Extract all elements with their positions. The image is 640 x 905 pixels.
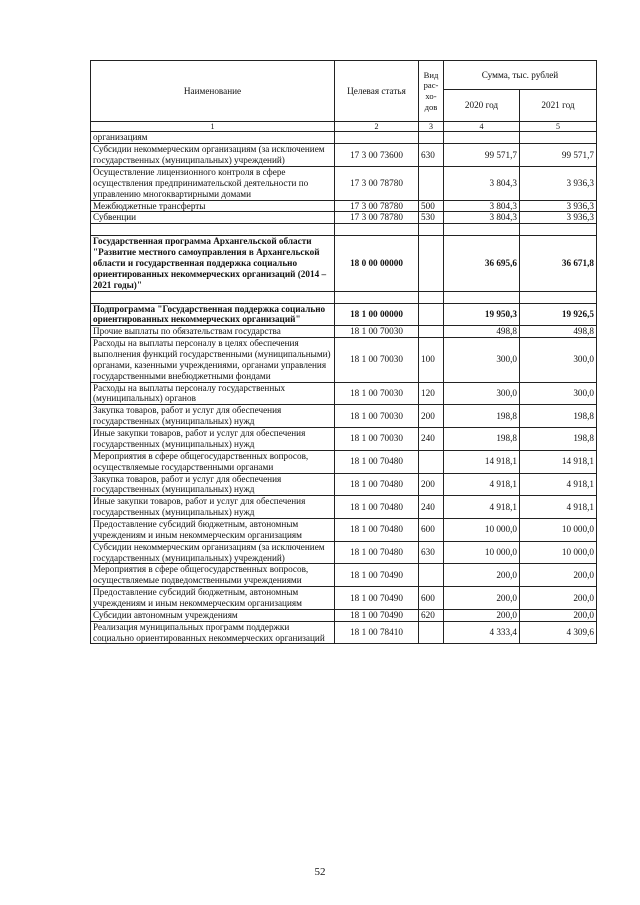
row-name: Прочие выплаты по обязательствам государства: [91, 326, 335, 338]
row-amount-2021: 200,0: [520, 587, 597, 610]
row-amount-2021: 200,0: [520, 564, 597, 587]
row-amount-2020: 498,8: [444, 326, 520, 338]
row-amount-2020: 99 571,7: [444, 144, 520, 167]
row-kind: [419, 167, 444, 201]
table-row: [91, 564, 597, 587]
row-amount-2020: 200,0: [444, 609, 520, 621]
row-code: 18 1 00 70030: [335, 428, 419, 451]
row-kind: 630: [419, 541, 444, 564]
row-code: 17 3 00 78780: [335, 167, 419, 201]
row-kind: 620: [419, 609, 444, 621]
row-amount-2021: 3 936,3: [520, 167, 597, 201]
row-name: Расходы на выплаты персоналу в целях обеспечения выполнения функций государственными (муниципальными) органами, казенными учреждениями, органами управления государственными внебюджетными фондами: [91, 338, 335, 382]
row-code: 18 1 00 70480: [335, 450, 419, 473]
row-amount-2021: 3 936,3: [520, 200, 597, 212]
row-name: Иные закупки товаров, работ и услуг для обеспечения государственных (муниципальных) нужд: [91, 496, 335, 519]
row-kind: 240: [419, 496, 444, 519]
table-row: [91, 450, 597, 473]
row-amount-2021: 4 918,1: [520, 473, 597, 496]
table-row: [91, 167, 597, 201]
row-name: организациям: [91, 132, 335, 144]
row-amount-2020: 200,0: [444, 564, 520, 587]
row-code: 18 1 00 70480: [335, 541, 419, 564]
row-name: Осуществление лицензионного контроля в сфере осуществления предпринимательской деятельности по управлению многоквартирными домами: [91, 167, 335, 201]
table-row: [91, 236, 597, 291]
column-index-row: [91, 122, 597, 132]
row-name: [91, 224, 335, 236]
header-year-2020: 2020 год: [444, 90, 520, 122]
table-row: [91, 621, 597, 644]
row-name: Закупка товаров, работ и услуг для обеспечения государственных (муниципальных) нужд: [91, 473, 335, 496]
row-kind: [419, 450, 444, 473]
row-name: Субсидии автономным учреждениям: [91, 609, 335, 621]
row-code: 18 1 00 70030: [335, 326, 419, 338]
table-row: [91, 326, 597, 338]
row-code: 17 3 00 73600: [335, 144, 419, 167]
row-name: Субвенции: [91, 212, 335, 224]
row-amount-2021: 198,8: [520, 405, 597, 428]
row-amount-2021: [520, 291, 597, 303]
row-kind: 630: [419, 144, 444, 167]
row-amount-2021: 36 671,8: [520, 236, 597, 291]
row-kind: 240: [419, 428, 444, 451]
row-amount-2020: 4 333,4: [444, 621, 520, 644]
row-name: Реализация муниципальных программ поддержки социально ориентированных некоммерческих организаций: [91, 621, 335, 644]
row-amount-2020: [444, 291, 520, 303]
row-code: 17 3 00 78780: [335, 200, 419, 212]
table-row: [91, 473, 597, 496]
row-name: Мероприятия в сфере общегосударственных вопросов, осуществляемые подведомственными учреждениями: [91, 564, 335, 587]
column-index: 1: [91, 122, 335, 132]
row-code: 18 0 00 00000: [335, 236, 419, 291]
row-amount-2020: 36 695,6: [444, 236, 520, 291]
row-amount-2020: 4 918,1: [444, 496, 520, 519]
table-row: [91, 405, 597, 428]
row-amount-2020: 3 804,3: [444, 167, 520, 201]
row-name: Мероприятия в сфере общегосударственных вопросов, осуществляемые государственными органами: [91, 450, 335, 473]
spacer-row: [91, 291, 597, 303]
table-header: [91, 61, 597, 132]
row-code: 18 1 00 70490: [335, 564, 419, 587]
table-body: [91, 132, 597, 644]
row-kind: [419, 236, 444, 291]
row-name: Подпрограмма "Государственная поддержка социально ориентированных некоммерческих организаций": [91, 303, 335, 326]
row-amount-2021: 19 926,5: [520, 303, 597, 326]
row-amount-2020: 300,0: [444, 338, 520, 382]
row-amount-2020: [444, 132, 520, 144]
row-amount-2020: 14 918,1: [444, 450, 520, 473]
row-code: 18 1 00 70030: [335, 382, 419, 405]
row-code: 18 1 00 78410: [335, 621, 419, 644]
row-code: 17 3 00 78780: [335, 212, 419, 224]
page-number: 52: [314, 866, 326, 878]
row-amount-2021: 14 918,1: [520, 450, 597, 473]
row-amount-2021: 10 000,0: [520, 541, 597, 564]
row-kind: [419, 303, 444, 326]
row-amount-2020: 10 000,0: [444, 518, 520, 541]
row-code: 18 1 00 70480: [335, 518, 419, 541]
column-index: 3: [419, 122, 444, 132]
table-row: [91, 303, 597, 326]
header-code: Целевая статья: [335, 61, 419, 122]
row-amount-2020: [444, 224, 520, 236]
row-amount-2020: 19 950,3: [444, 303, 520, 326]
row-name: Межбюджетные трансферты: [91, 200, 335, 212]
row-amount-2020: 10 000,0: [444, 541, 520, 564]
row-name: Предоставление субсидий бюджетным, автономным учреждениям и иным некоммерческим организациям: [91, 518, 335, 541]
row-amount-2021: 198,8: [520, 428, 597, 451]
row-amount-2021: 3 936,3: [520, 212, 597, 224]
row-amount-2021: 4 309,6: [520, 621, 597, 644]
row-code: 18 1 00 70480: [335, 496, 419, 519]
row-amount-2021: 4 918,1: [520, 496, 597, 519]
table-row: [91, 496, 597, 519]
row-code: [335, 132, 419, 144]
table-row: [91, 132, 597, 144]
spacer-row: [91, 224, 597, 236]
row-amount-2020: 200,0: [444, 587, 520, 610]
row-kind: [419, 326, 444, 338]
row-code: [335, 291, 419, 303]
row-kind: [419, 224, 444, 236]
header-year-2021: 2021 год: [520, 90, 597, 122]
row-kind: 500: [419, 200, 444, 212]
row-amount-2020: 3 804,3: [444, 200, 520, 212]
row-kind: 600: [419, 518, 444, 541]
row-name: [91, 291, 335, 303]
header-sum: Сумма, тыс. рублей: [444, 61, 597, 90]
table-row: [91, 338, 597, 382]
table-row: [91, 518, 597, 541]
row-amount-2021: 300,0: [520, 382, 597, 405]
row-kind: [419, 132, 444, 144]
row-amount-2021: 200,0: [520, 609, 597, 621]
table-row: [91, 609, 597, 621]
row-name: Субсидии некоммерческим организациям (за исключением государственных (муниципальных) учреждений): [91, 144, 335, 167]
row-amount-2021: [520, 224, 597, 236]
row-amount-2020: 4 918,1: [444, 473, 520, 496]
row-amount-2021: 498,8: [520, 326, 597, 338]
row-kind: 200: [419, 405, 444, 428]
row-kind: 530: [419, 212, 444, 224]
row-kind: 200: [419, 473, 444, 496]
row-name: Субсидии некоммерческим организациям (за исключением государственных (муниципальных) учреждений): [91, 541, 335, 564]
row-code: [335, 224, 419, 236]
table-row: [91, 200, 597, 212]
row-code: 18 1 00 70490: [335, 609, 419, 621]
row-kind: [419, 621, 444, 644]
row-amount-2020: 198,8: [444, 405, 520, 428]
header-kind: Вид рас-хо-дов: [419, 61, 444, 122]
table-row: [91, 144, 597, 167]
row-kind: 600: [419, 587, 444, 610]
row-amount-2020: 3 804,3: [444, 212, 520, 224]
table-row: [91, 212, 597, 224]
row-amount-2020: 300,0: [444, 382, 520, 405]
row-code: 18 1 00 00000: [335, 303, 419, 326]
row-name: Государственная программа Архангельской области "Развитие местного самоуправления в Архангельской области и государственная поддержка социально ориентированных некоммерческих организаций (2014 – 2021 годы)": [91, 236, 335, 291]
row-code: 18 1 00 70030: [335, 405, 419, 428]
header-name: Наименование: [91, 61, 335, 122]
table-row: [91, 541, 597, 564]
row-kind: 100: [419, 338, 444, 382]
row-amount-2021: 10 000,0: [520, 518, 597, 541]
table-row: [91, 428, 597, 451]
row-amount-2021: 300,0: [520, 338, 597, 382]
row-amount-2020: 198,8: [444, 428, 520, 451]
column-index: 5: [520, 122, 597, 132]
row-code: 18 1 00 70490: [335, 587, 419, 610]
table-row: [91, 382, 597, 405]
row-kind: [419, 564, 444, 587]
row-amount-2021: [520, 132, 597, 144]
row-kind: 120: [419, 382, 444, 405]
column-index: 4: [444, 122, 520, 132]
column-index: 2: [335, 122, 419, 132]
row-name: Предоставление субсидий бюджетным, автономным учреждениям и иным некоммерческим организациям: [91, 587, 335, 610]
budget-table: [90, 60, 597, 644]
row-amount-2021: 99 571,7: [520, 144, 597, 167]
table-row: [91, 587, 597, 610]
row-kind: [419, 291, 444, 303]
row-code: 18 1 00 70030: [335, 338, 419, 382]
row-name: Закупка товаров, работ и услуг для обеспечения государственных (муниципальных) нужд: [91, 405, 335, 428]
row-name: Иные закупки товаров, работ и услуг для обеспечения государственных (муниципальных) нужд: [91, 428, 335, 451]
row-name: Расходы на выплаты персоналу государственных (муниципальных) органов: [91, 382, 335, 405]
row-code: 18 1 00 70480: [335, 473, 419, 496]
